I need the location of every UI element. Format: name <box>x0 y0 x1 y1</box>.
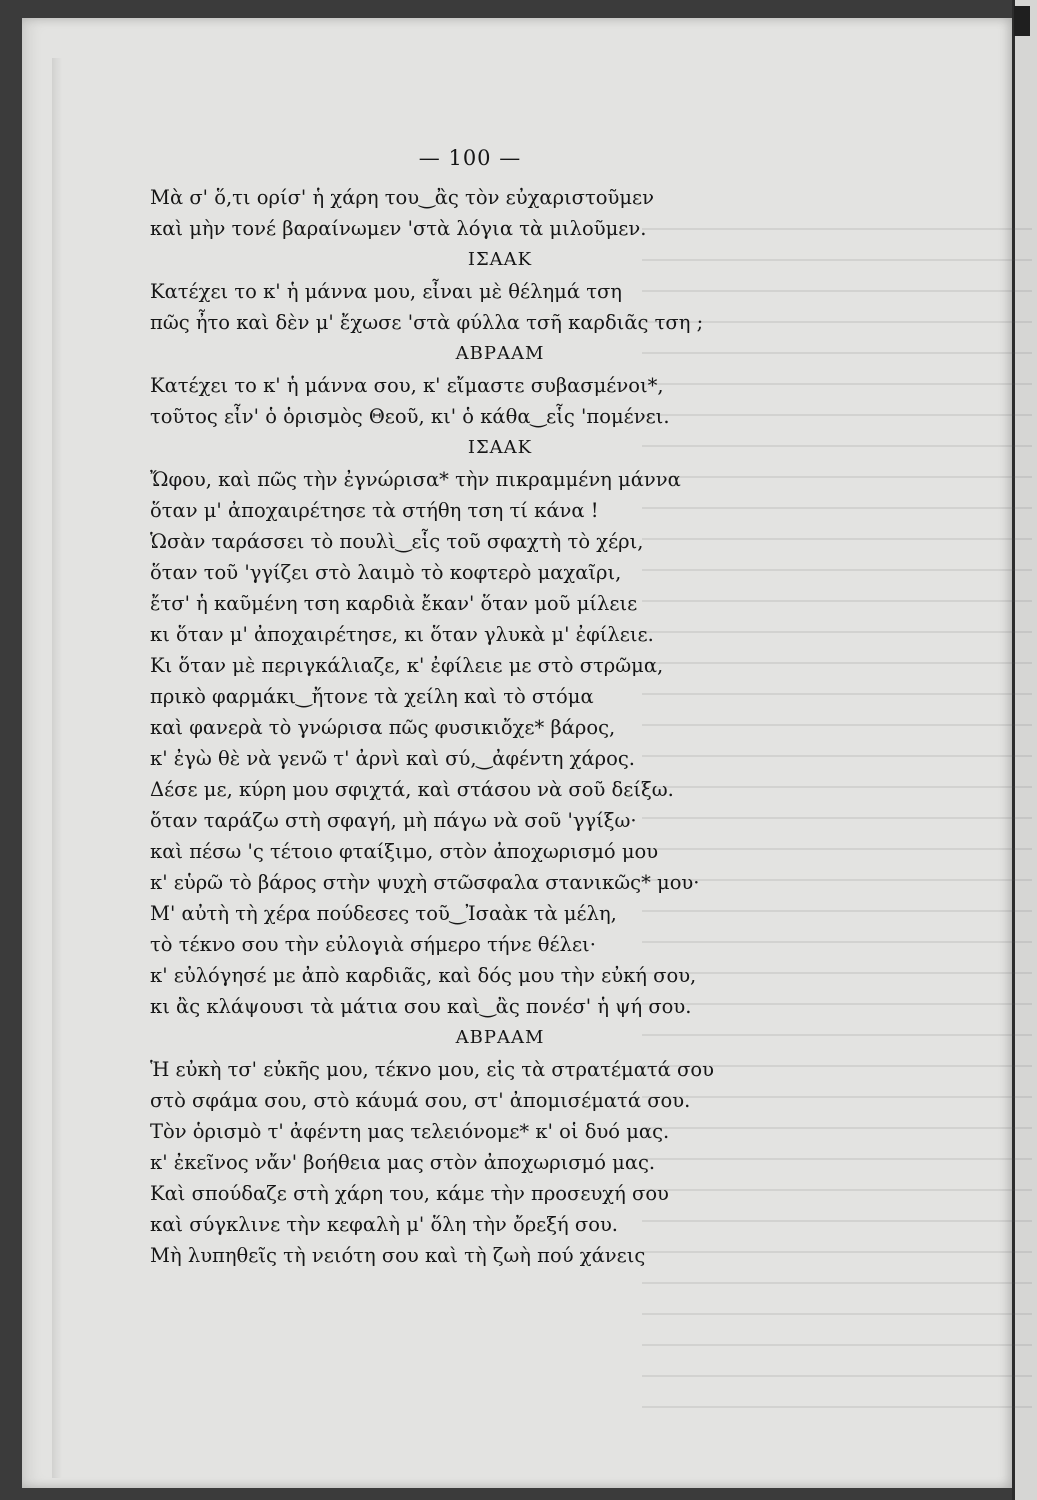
verse-line: Ὤφου, καὶ πῶς τὴν ἐγνώρισα* τὴν πικραμμένη μάννα <box>150 468 681 491</box>
dialogue-block <box>150 1022 870 1271</box>
verse-line: στὸ σφάμα σου, στὸ κάυμά σου, στ' ἀπομισέματά σου. <box>150 1089 691 1112</box>
verse-line: καὶ φανερὰ τὸ γνώρισα πῶς φυσικιὄχε* βάρος, <box>150 716 616 739</box>
verse-line: κι ὅταν μ' ἀποχαιρέτησε, κι ὅταν γλυκὰ μ' ἐφίλειε. <box>150 623 654 646</box>
page-number: — 100 — <box>418 146 522 170</box>
verse-line: Κι ὅταν μὲ περιγκάλιαζε, κ' ἐφίλειε με στὸ στρῶμα, <box>150 654 664 677</box>
verse-line: κ' εὑρῶ τὸ βάρος στὴν ψυχὴ στῶσφαλα στανικῶς* μου· <box>150 871 700 894</box>
verse-line: Μὴ λυπηθεῖς τὴ νειότη σου καὶ τὴ ζωὴ πού χάνεις <box>150 1244 646 1267</box>
page-text <box>150 140 870 1271</box>
speaker-heading: ΑΒΡΑΑΜ <box>455 1027 545 1048</box>
page-gutter-shadow <box>52 58 62 1478</box>
dialogue-block <box>150 432 870 1022</box>
verse-line: Ὡσὰν ταράσσει τὸ πουλὶ‿εἷς τοῦ σφαχτὴ τὸ χέρι, <box>150 530 644 553</box>
verse-line: ὅταν μ' ἀποχαιρέτησε τὰ στήθη τση τί κάνα ! <box>150 499 599 522</box>
dialogue-block <box>150 244 870 338</box>
verse-line: Μὰ σ' ὅ,τι ορίσ' ἡ χάρη του‿ἂς τὸν εὐχαριστοῦμεν <box>150 186 655 209</box>
verse-line: πρικὸ φαρμάκι‿ἤτονε τὰ χείλη καὶ τὸ στόμα <box>150 685 594 708</box>
verse-line: καὶ μὴν τονέ βαραίνωμεν 'στὰ λόγια τὰ μιλοῦμεν. <box>150 217 647 240</box>
speaker-heading: ΙΣΑΑΚ <box>467 437 533 458</box>
verse-line: Μ' αὐτὴ τὴ χέρα πούδεσες τοῦ‿Ἰσαὰκ τὰ μέλη, <box>150 902 617 925</box>
verse-line: Κατέχει το κ' ἡ μάννα μου, εἶναι μὲ θέλημά τση <box>150 280 622 303</box>
verse-line: ἔτσ' ἡ καῦμένη τση καρδιὰ ἔκαν' ὅταν μοῦ μίλειε <box>150 592 638 615</box>
verse-block <box>150 182 870 244</box>
verse-line: κι ἂς κλάψουσι τὰ μάτια σου καὶ‿ἂς πονέσ' ἡ ψή σου. <box>150 995 692 1018</box>
verse-line: καὶ πέσω 'ς τέτοιο φταίξιμο, στὸν ἀποχωρισμό μου <box>150 840 659 863</box>
verse-line: καὶ σύγκλινε τὴν κεφαλὴ μ' ὅλη τὴν ὄρεξή σου. <box>150 1213 619 1236</box>
dialogue-block <box>150 338 870 432</box>
verse-line: Τὸν ὁρισμὸ τ' ἀφέντη μας τελειόνομε* κ' οἱ δυό μας. <box>150 1120 670 1143</box>
binding-mark <box>1014 6 1030 36</box>
verse-line: ὅταν ταράζω στὴ σφαγή, μὴ πάγω νὰ σοῦ 'γγίξω· <box>150 809 637 832</box>
verse-line: κ' εὐλόγησέ με ἀπὸ καρδιᾶς, καὶ δός μου τὴν εὐκή σου, <box>150 964 697 987</box>
verse-line: Καὶ σπούδαζε στὴ χάρη του, κάμε τὴν προσευχή σου <box>150 1182 669 1205</box>
verse-line: ὅταν τοῦ 'γγίζει στὸ λαιμὸ τὸ κοφτερὸ μαχαῖρι, <box>150 561 622 584</box>
verse-line: πῶς ἦτο καὶ δὲν μ' ἔχωσε 'στὰ φύλλα τσῆ καρδιᾶς τση ; <box>150 311 704 334</box>
verse-line: τοῦτος εἶν' ὁ ὁρισμὸς Θεοῦ, κι' ὁ κάθα‿εἷς 'πομένει. <box>150 405 670 428</box>
verse-line: Ἡ εὐκὴ τσ' εὐκῆς μου, τέκνο μου, εἰς τὰ στρατέματά σου <box>150 1058 714 1081</box>
verse-line: κ' ἐκεῖνος νἄν' βοήθεια μας στὸν ἀποχωρισμό μας. <box>150 1151 656 1174</box>
speaker-heading: ΙΣΑΑΚ <box>467 249 533 270</box>
verse-line: κ' ἐγὼ θὲ νὰ γενῶ τ' ἀρνὶ καὶ σύ,‿ἀφέντη χάρος. <box>150 747 635 770</box>
verse-line: Δέσε με, κύρη μου σφιχτά, καὶ στάσου νὰ σοῦ δείξω. <box>150 778 674 801</box>
verse-line: τὸ τέκνο σου τὴν εὐλογιὰ σήμερο τήνε θέλει· <box>150 933 596 956</box>
verse-line: Κατέχει το κ' ἡ μάννα σου, κ' εἴμαστε συβασμένοι*, <box>150 374 664 397</box>
speaker-heading: ΑΒΡΑΑΜ <box>455 343 545 364</box>
